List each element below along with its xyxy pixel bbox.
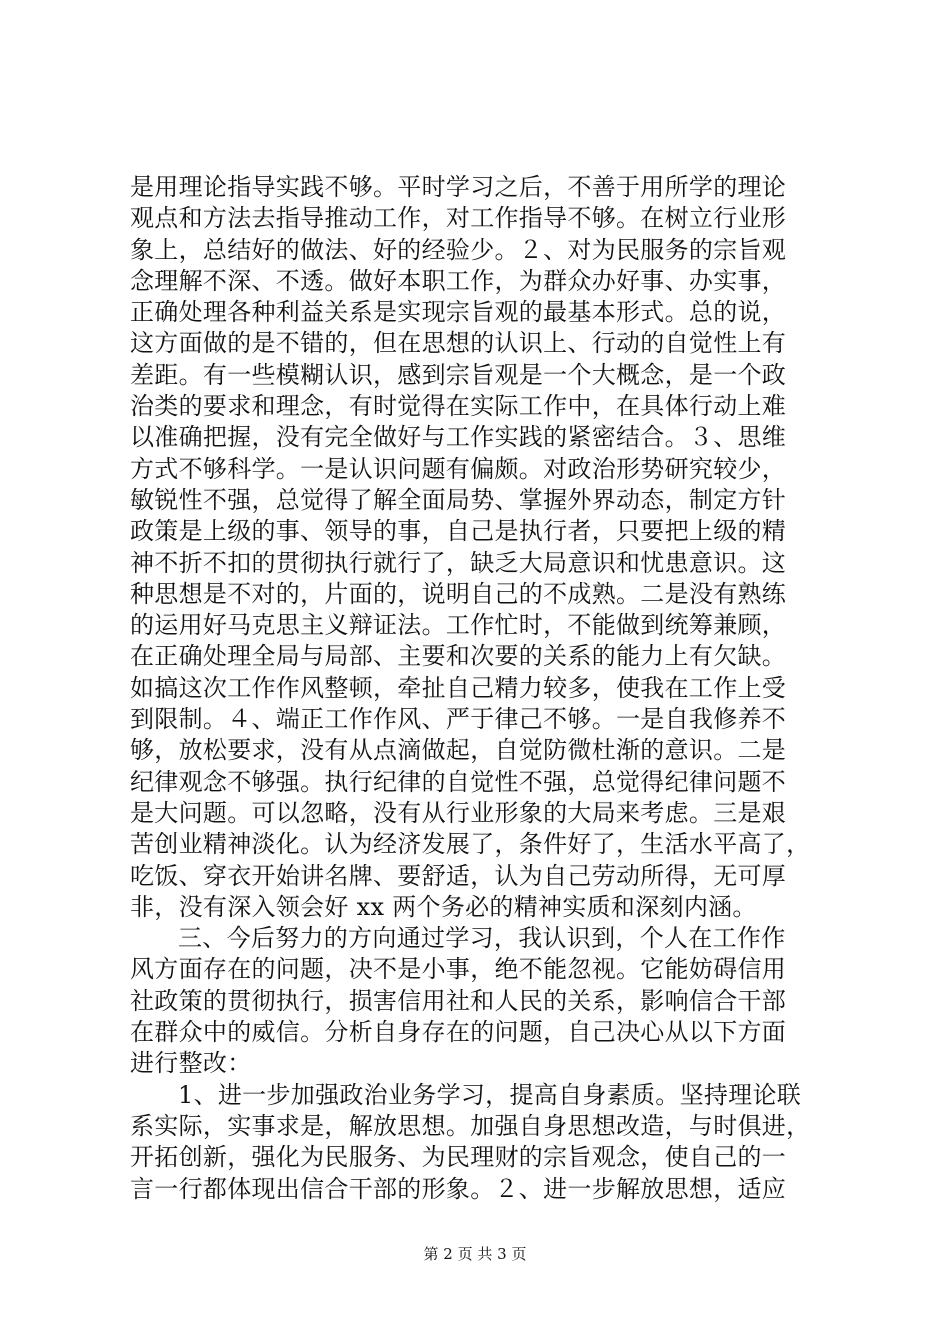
text-line: 纪律观念不够强。执行纪律的自觉性不强，总觉得纪律问题不: [130, 767, 787, 796]
text-line: 象上，总结好的做法、好的经验少。２、对为民服务的宗旨观: [130, 235, 787, 264]
text-line: 以准确把握，没有完全做好与工作实践的紧密结合。３、思维: [130, 423, 787, 452]
text-line: 到限制。４、端正工作作风、严于律己不够。一是自我修养不: [130, 705, 787, 734]
text-line: 风方面存在的问题，决不是小事，绝不能忽视。它能妨碍信用: [130, 955, 787, 984]
text-line: 够，放松要求，没有从点滴做起，自觉防微杜渐的意识。二是: [130, 736, 787, 765]
text-line: 种思想是不对的，片面的，说明自己的不成熟。二是没有熟练: [130, 579, 787, 608]
text-line: 如搞这次工作作风整顿，牵扯自己精力较多，使我在工作上受: [130, 673, 787, 702]
text-line: 开拓创新，强化为民服务、为民理财的宗旨观念，使自己的一: [130, 1143, 787, 1172]
text-line: 这方面做的是不错的，但在思想的认识上、行动的自觉性上有: [130, 329, 787, 358]
text-line: 是用理论指导实践不够。平时学习之后，不善于用所学的理论: [130, 173, 787, 201]
text-line: 在正确处理全局与局部、主要和次要的关系的能力上有欠缺。: [130, 642, 787, 671]
page-footer: [0, 1244, 950, 1264]
text-line: 在群众中的威信。分析自身存在的问题，自己决心从以下方面: [130, 1018, 787, 1047]
text-line: 念理解不深、不透。做好本职工作，为群众办好事、办实事，: [130, 266, 787, 295]
text-line: 方式不够科学。一是认识问题有偏颇。对政治形势研究较少，: [130, 454, 787, 483]
text-line: 吃饭、穿衣开始讲名牌、要舒适，认为自己劳动所得，无可厚: [130, 861, 787, 890]
paragraph-start-line: 1、进一步加强政治业务学习，提高自身素质。坚持理论联: [178, 1080, 802, 1109]
text-line: 神不折不扣的贯彻执行就行了，缺乏大局意识和忧患意识。这: [130, 548, 787, 577]
text-line: 进行整改：: [130, 1049, 252, 1078]
text-line: 言一行都体现出信合干部的形象。２、进一步解放思想，适应: [130, 1174, 787, 1203]
text-line: 治类的要求和理念，有时觉得在实际工作中，在具体行动上难: [130, 392, 787, 421]
text-line: 政策是上级的事、领导的事，自己是执行者，只要把上级的精: [130, 517, 787, 546]
text-line: 系实际，实事求是，解放思想。加强自身思想改造，与时俱进，: [130, 1111, 811, 1140]
text-line: 社政策的贯彻执行，损害信用社和人民的关系，影响信合干部: [130, 986, 787, 1015]
text-line: 是大问题。可以忽略，没有从行业形象的大局来考虑。三是艰: [130, 798, 787, 827]
paragraph-start-line: 三、今后努力的方向通过学习，我认识到，个人在工作作: [178, 924, 786, 953]
text-line: 差距。有一些模糊认识，感到宗旨观是一个大概念，是一个政: [130, 360, 787, 389]
text-line: 非，没有深入领会好 xx 两个务必的精神实质和深刻内涵。: [130, 892, 757, 921]
text-line: 苦创业精神淡化。认为经济发展了，条件好了，生活水平高了，: [130, 830, 811, 859]
page-number-label: 第 2 页 共 3 页: [423, 1245, 527, 1263]
text-line: 正确处理各种利益关系是实现宗旨观的最基本形式。总的说，: [130, 298, 787, 327]
text-line: 观点和方法去指导推动工作，对工作指导不够。在树立行业形: [130, 204, 787, 233]
body-text: [130, 172, 830, 1205]
text-line: 的运用好马克思主义辩证法。工作忙时，不能做到统筹兼顾，: [130, 611, 787, 640]
text-line: 敏锐性不强，总觉得了解全面局势、掌握外界动态，制定方针: [130, 485, 787, 514]
